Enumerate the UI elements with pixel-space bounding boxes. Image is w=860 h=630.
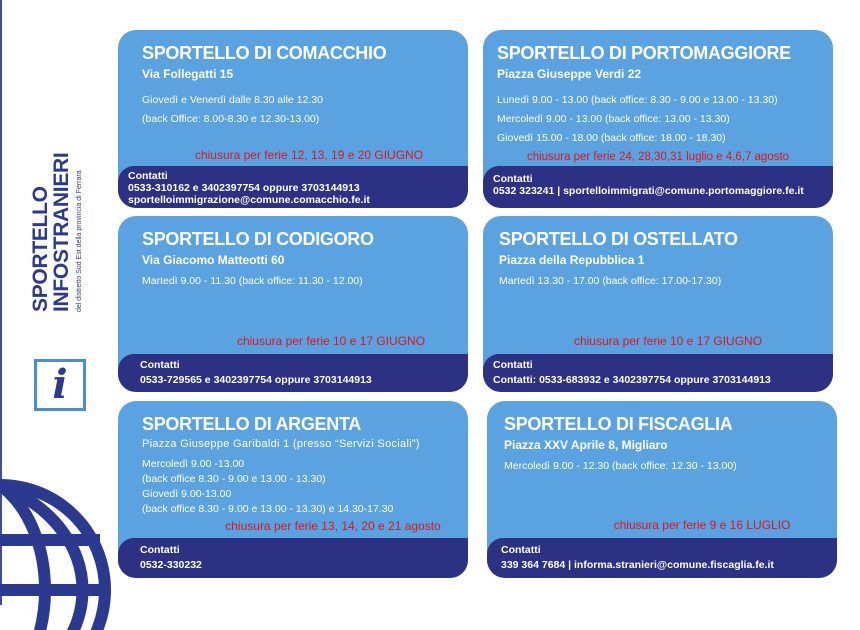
contacts-label: Contatti [501, 544, 541, 556]
card-address: Piazza Giuseppe Verdi 22 [497, 67, 642, 81]
contacts-box [118, 166, 468, 208]
card-address: Piazza della Repubblica 1 [499, 253, 645, 267]
hours-line: Mercoledì 9.00 -13.00 [142, 458, 245, 470]
contacts-box [118, 354, 468, 392]
contacts-label: Contatti [493, 173, 533, 185]
contacts-phone-email[interactable]: 0532 323241 | sportelloimmigrati@comune.portomaggiore.fe.it [493, 185, 804, 197]
contacts-email[interactable]: sportelloimmigrazione@comune.comacchio.fe.it [128, 194, 370, 206]
card-title: SPORTELLO DI ARGENTA [142, 414, 362, 434]
hours-line: Giovedì e Venerdì dalle 8.30 alle 12.30 [142, 94, 323, 106]
globe-icon [0, 470, 130, 630]
hours-line: Mercoledì 9.00 - 13.00 (back office: 13.00 - 13.30) [497, 113, 730, 125]
card-title: SPORTELLO DI COMACCHIO [142, 43, 387, 63]
hours-line: Mercoledì 9.00 - 12.30 (back office: 12.30 - 13.00) [504, 460, 737, 472]
card-title: SPORTELLO DI OSTELLATO [499, 229, 738, 249]
card-codigoro [118, 216, 468, 392]
hours-line: Giovedì 9.00-13.00 [142, 488, 232, 500]
hours-line: Martedì 13.30 - 17.00 (back office: 17.00-17.30) [499, 275, 722, 287]
closure-notice: chiusura per ferie 9 e 16 LUGLIO [613, 518, 791, 532]
card-ostellato [483, 216, 833, 392]
closure-notice: chiusura per ferie 10 e 17 GIUGNO [573, 334, 763, 348]
sidebar-title-line2: INFOSTRANIERI [50, 152, 73, 312]
hours-line: Martedì 9.00 - 11.30 (back office: 11.30 - 12.00) [142, 275, 363, 287]
card-hours [142, 91, 323, 129]
card-address: Piazza Giuseppe Garibaldi 1 (presso “Servizi Sociali”) [142, 438, 420, 450]
card-hours [142, 457, 393, 517]
contacts-label: Contatti [493, 359, 533, 371]
sidebar-title-line1: SPORTELLO [29, 186, 52, 312]
contacts-label: Contatti [140, 544, 180, 556]
info-icon: i [34, 359, 86, 411]
closure-notice: chiusura per ferie 10 e 17 GIUGNO [236, 334, 426, 348]
card-portomaggiore [483, 30, 833, 208]
contacts-phone: 0533-729565 e 3402397754 oppure 3703144913 [140, 374, 372, 386]
contacts-box [483, 354, 833, 392]
card-title: SPORTELLO DI FISCAGLIA [504, 414, 733, 434]
contacts-label: Contatti [140, 359, 180, 371]
hours-line: Lunedì 9.00 - 13.00 (back office: 8.30 - 9.00 e 13.00 - 13.30) [497, 94, 778, 106]
contacts-phone: 0533-310162 e 3402397754 oppure 3703144913 [128, 182, 360, 194]
contacts-label: Contatti [128, 170, 168, 182]
card-hours [497, 91, 778, 148]
card-hours [499, 272, 721, 291]
hours-line: Giovedì 15.00 - 18.00 (back office: 18.00 - 18.30) [497, 132, 726, 144]
card-argenta [118, 401, 468, 578]
card-address: Via Giacomo Matteotti 60 [142, 253, 285, 267]
contacts-phone: Contatti: 0533-683932 e 3402397754 oppure 3703144913 [493, 374, 771, 386]
contacts-box [487, 538, 837, 578]
card-hours [142, 272, 363, 291]
hours-line: (back office 8.30 - 9.00 e 13.00 - 13.30) e 14.30-17.30 [142, 503, 394, 515]
hours-line: (back Office: 8.00-8.30 e 12.30-13.00) [142, 113, 320, 125]
contacts-phone-email[interactable]: 339 364 7684 | informa.stranieri@comune.fiscaglia.fe.it [501, 559, 774, 571]
sidebar-subtitle: del distretto Sud Est della provincia di Ferrara [76, 170, 83, 312]
card-fiscaglia [487, 401, 837, 578]
card-address: Piazza XXV Aprile 8, Migliaro [504, 438, 668, 452]
contacts-phone: 0532-330232 [140, 559, 202, 571]
card-comacchio [118, 30, 468, 208]
contacts-box [483, 166, 833, 208]
sidebar-title [30, 153, 72, 312]
closure-notice: chiusura per ferie 24, 28,30,31 luglio e 4,6,7 agosto [526, 151, 790, 163]
card-hours [504, 457, 737, 476]
hours-line: (back office 8.30 - 9.00 e 13.00 - 13.30) [142, 473, 326, 485]
card-title: SPORTELLO DI PORTOMAGGIORE [497, 43, 791, 63]
closure-notice: chiusura per ferie 12, 13, 19 e 20 GIUGNO [194, 148, 424, 162]
contacts-box [118, 538, 468, 578]
card-title: SPORTELLO DI CODIGORO [142, 229, 374, 249]
card-address: Via Follegatti 15 [142, 67, 234, 81]
closure-notice: chiusura per ferie 13, 14, 20 e 21 agosto [225, 519, 441, 533]
